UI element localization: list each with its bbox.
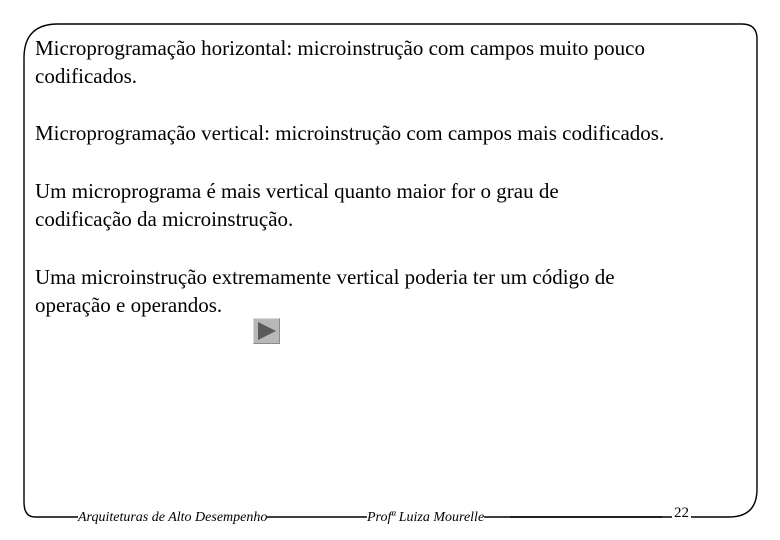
paragraph-line: Microprogramação horizontal: microinstrução com campos muito pouco [35, 36, 645, 60]
paragraph-vertical-microprogramming [35, 119, 664, 147]
page-number: 22 [674, 505, 689, 521]
next-slide-button[interactable] [253, 318, 280, 344]
paragraph-line: Microprogramação vertical: microinstrução com campos mais codificados. [35, 121, 665, 145]
paragraph-line: codificação da microinstrução. [35, 207, 294, 231]
paragraph-line: Um microprograma é mais vertical quanto maior for o grau de [35, 179, 559, 203]
paragraph-horizontal-microprogramming [35, 34, 645, 90]
paragraph-line: operação e operandos. [35, 293, 223, 317]
play-forward-icon [254, 319, 279, 343]
paragraph-microprogram-verticality [35, 177, 559, 233]
footer-course-title: Arquiteturas de Alto Desempenho [78, 510, 268, 525]
paragraph-extremely-vertical-microinstruction [35, 263, 615, 319]
paragraph-line: codificados. [35, 64, 138, 88]
paragraph-line: Uma microinstrução extremamente vertical poderia ter um código de [35, 265, 615, 289]
footer-author: Profª Luiza Mourelle [367, 510, 485, 525]
